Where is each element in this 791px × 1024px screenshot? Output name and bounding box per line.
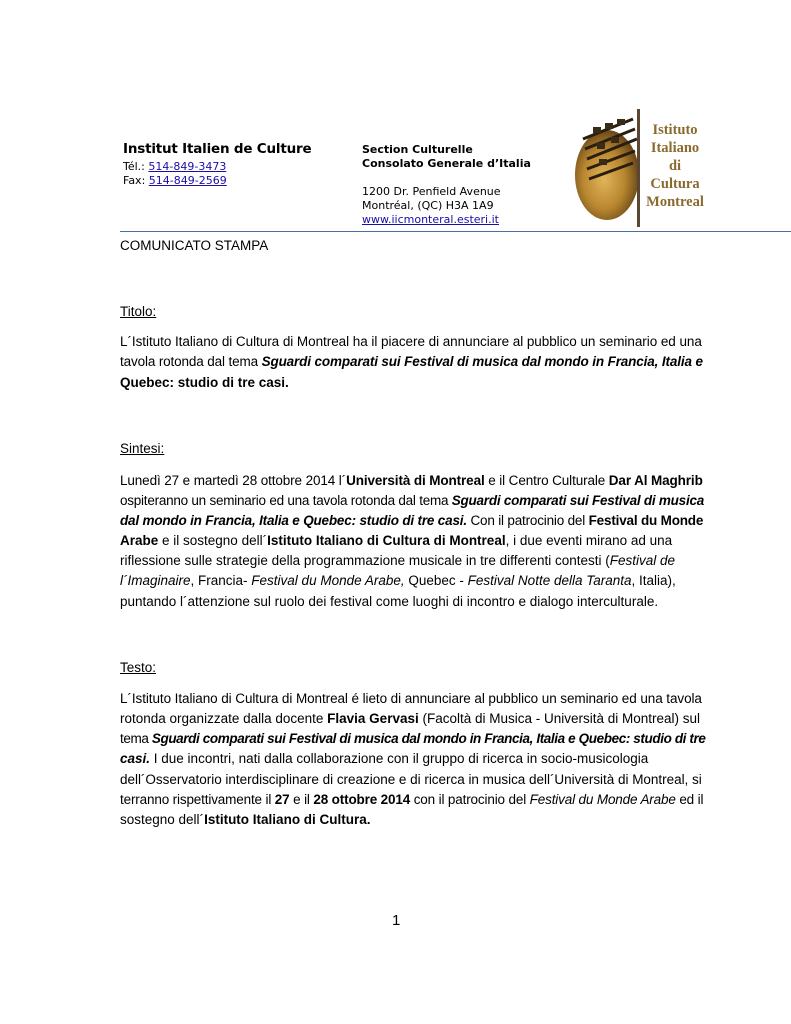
institute-name: Institut Italien de Culture — [123, 141, 312, 157]
tel-line — [123, 160, 311, 174]
testo-line: rotonda organizzate dalla docente Flavia Gervasi (Facoltà di Musica - Università di Montreal) sul — [120, 711, 701, 726]
tel-label: Tél.: — [123, 160, 145, 173]
logo-line: di — [668, 158, 682, 174]
logo-line: Italiano — [650, 140, 700, 156]
testo-line: casi. I due incontri, nati dalla collaborazione con il gruppo di ricerca in socio-musicologia — [120, 751, 649, 766]
sintesi-line: riflessione sulle strategie della programmazione musicale in tre differenti contesti (Festival de — [120, 553, 676, 568]
sintesi-line: dal mondo in Francia, Italia e Quebec: studio di tre casi. Con il patrocinio del Festival du Monde — [120, 513, 704, 528]
tel-link[interactable]: 514-849-3473 — [148, 160, 227, 173]
sintesi-line: ospiteranno un seminario ed una tavola rotonda dal tema Sguardi comparati sui Festival di musica — [120, 493, 704, 508]
fax-label: Fax: — [123, 174, 146, 187]
testo-line: dell´Osservatorio interdisciplinare di creazione e di ricerca in musica dell´Università di Montreal, si — [120, 772, 702, 787]
titolo-line: Quebec: studio di tre casi. — [120, 375, 289, 390]
header-divider — [120, 231, 791, 232]
titolo-line: tavola rotonda dal tema Sguardi comparati sui Festival di musica dal mondo in Francia, Italia e — [120, 354, 703, 369]
address-line-1: 1200 Dr. Penfield Avenue — [362, 185, 501, 198]
testo-line: tema Sguardi comparati sui Festival di musica dal mondo in Francia, Italia e Quebec: studio di tre — [120, 731, 706, 746]
sintesi-line: l´Imaginaire, Francia- Festival du Monde Arabe, Quebec - Festival Notte della Taranta, Italia), — [120, 573, 676, 588]
logo-line: Montreal — [646, 194, 704, 210]
comunicato-label: COMUNICATO STAMPA — [120, 238, 269, 253]
sintesi-line: puntando l´attenzione sul ruolo dei festival come luoghi di incontro e dialogo interculturale. — [120, 594, 659, 609]
header-institute-block — [123, 141, 311, 188]
section-label: Section Culturelle — [362, 143, 473, 156]
sintesi-line: Arabe e il sostegno dell´Istituto Italiano di Cultura di Montreal, i due eventi mirano ad una — [120, 533, 673, 548]
testo-line: sostegno dell´Istituto Italiano di Cultura. — [120, 812, 371, 827]
sintesi-heading: Sintesi: — [120, 441, 165, 456]
logo-line: Istituto — [652, 122, 698, 138]
titolo-line: L´Istituto Italiano di Cultura di Montreal ha il piacere di annunciare al pubblico un seminario ed una — [120, 334, 702, 349]
fax-line — [123, 174, 311, 188]
consolato-label: Consolato Generale d’Italia — [362, 157, 531, 170]
website-link[interactable]: www.iicmonteral.esteri.it — [362, 213, 499, 226]
testo-line: L´Istituto Italiano di Cultura di Montreal é lieto di annunciare al pubblico un seminario ed una tavola — [120, 691, 702, 706]
logo-text — [640, 121, 710, 211]
fax-link[interactable]: 514-849-2569 — [148, 174, 227, 187]
testo-heading: Testo: — [120, 660, 157, 675]
page-number: 1 — [392, 912, 401, 929]
header-consulate-block — [362, 143, 531, 227]
testo-line: terranno rispettivamente il 27 e il 28 ottobre 2014 con il patrocinio del Festival du Monde Arabe ed il — [120, 792, 704, 807]
address-line-2: Montréal, (QC) H3A 1A9 — [362, 199, 494, 212]
logo-line: Cultura — [650, 176, 700, 192]
titolo-heading: Titolo: — [120, 304, 157, 319]
sintesi-line: Lunedì 27 e martedì 28 ottobre 2014 l´Università di Montreal e il Centro Culturale Dar Al Maghrib — [120, 473, 703, 488]
